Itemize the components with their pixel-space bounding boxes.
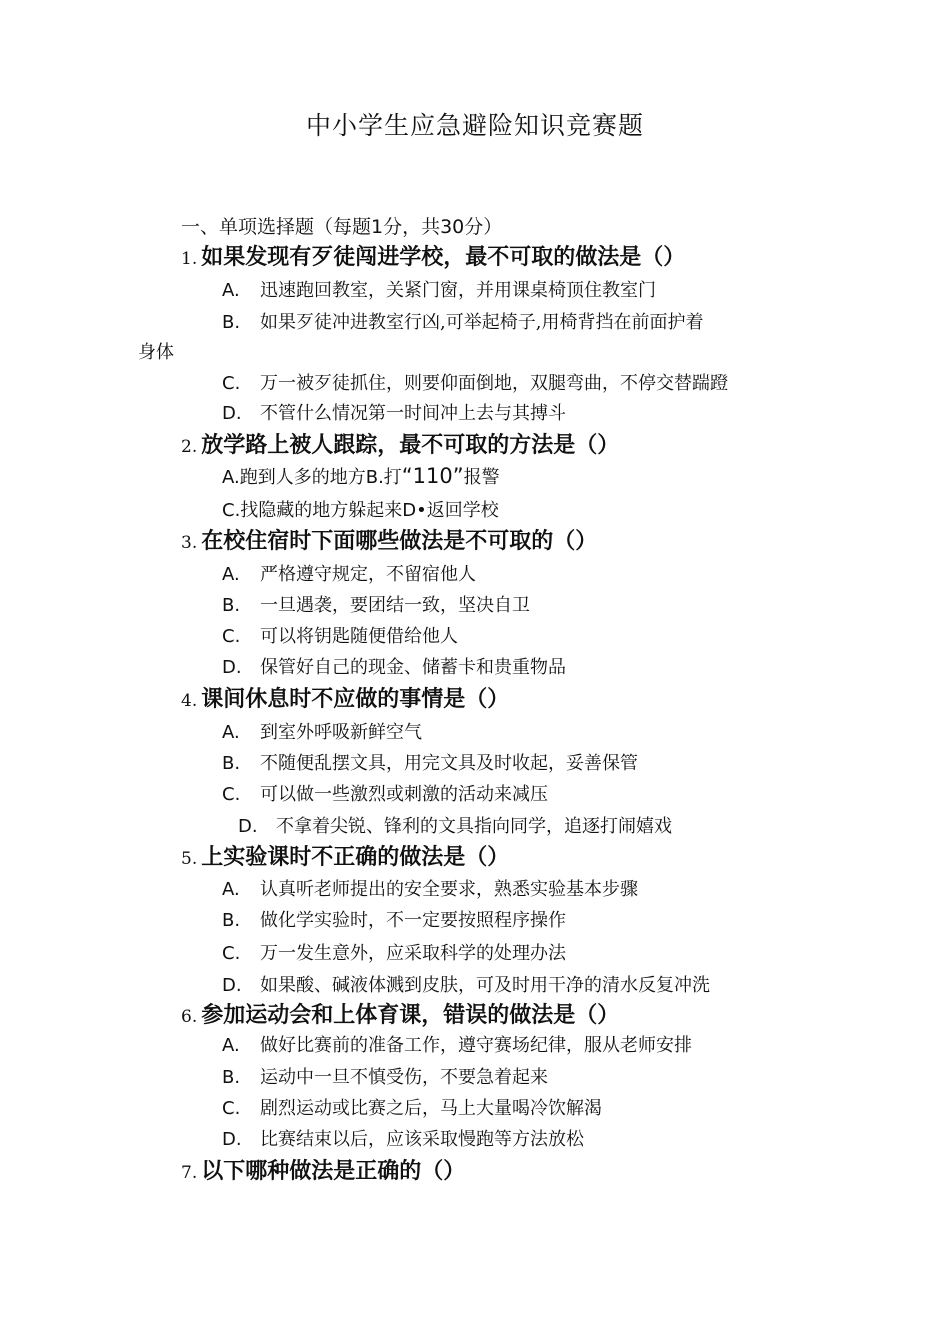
- options-2cd: C.找隐藏的地方躲起来D•返回学校: [222, 500, 499, 521]
- page-title: 中小学生应急避险知识竞赛题: [305, 111, 644, 140]
- section-heading: 一、单项选择题（每题1分，共30分）: [181, 216, 503, 238]
- question-number: 4.: [181, 691, 198, 711]
- option-3c: C. 可以将钥匙随便借给他人: [222, 626, 458, 647]
- question-number: 5.: [181, 849, 198, 869]
- question-3: [181, 524, 597, 555]
- question-5: [181, 840, 509, 871]
- option-4d: D. 不拿着尖锐、锋利的文具指向同学，追逐打闹嬉戏: [238, 816, 672, 837]
- option-1a: A. 迅速跑回教室，关紧门窗，并用课桌椅顶住教室门: [222, 280, 656, 301]
- option-6a: A. 做好比赛前的准备工作，遵守赛场纪律，服从老师安排: [222, 1035, 692, 1056]
- question-text: 放学路上被人跟踪，最不可取的方法是（）: [201, 433, 620, 458]
- question-text: 课间休息时不应做的事情是（）: [201, 687, 510, 712]
- option-6b: B. 运动中一旦不慎受伤，不要急着起来: [222, 1067, 548, 1088]
- question-text: 上实验课时不正确的做法是（）: [201, 845, 510, 870]
- option-4b: B. 不随便乱摆文具，用完文具及时收起，妥善保管: [222, 753, 638, 774]
- option-3b: B. 一旦遇袭，要团结一致，坚决自卫: [222, 595, 530, 616]
- question-number: 7.: [181, 1163, 198, 1183]
- question-number: 6.: [181, 1007, 198, 1027]
- option-4c: C. 可以做一些激烈或刺激的活动来减压: [222, 784, 548, 805]
- option-6c: C. 剧烈运动或比赛之后，马上大量喝冷饮解渴: [222, 1098, 602, 1119]
- question-4: [181, 682, 509, 713]
- option-5c: C. 万一发生意外，应采取科学的处理办法: [222, 943, 566, 964]
- question-1: [181, 240, 685, 271]
- question-7: [181, 1154, 465, 1185]
- option-5a: A. 认真听老师提出的安全要求，熟悉实验基本步骤: [222, 879, 638, 900]
- option-3a: A. 严格遵守规定，不留宿他人: [222, 564, 476, 585]
- option-1c: C. 万一被歹徒抓住，则要仰面倒地，双腿弯曲，不停交替踹蹬: [222, 373, 728, 394]
- question-text: 以下哪种做法是正确的（）: [201, 1159, 466, 1184]
- option-3d: D. 保管好自己的现金、储蓄卡和贵重物品: [222, 657, 566, 678]
- question-6: [181, 998, 619, 1029]
- question-number: 1.: [181, 249, 198, 269]
- question-2: [181, 428, 619, 459]
- question-text: 在校住宿时下面哪些做法是不可取的（）: [201, 529, 598, 554]
- option-6d: D. 比赛结束以后，应该采取慢跑等方法放松: [222, 1129, 584, 1150]
- option-5b: B. 做化学实验时，不一定要按照程序操作: [222, 910, 566, 931]
- options-2ab: A.跑到人多的地方B.打“110”报警: [222, 464, 500, 488]
- option-5d: D. 如果酸、碱液体溅到皮肤，可及时用干净的清水反复冲洗: [222, 975, 710, 996]
- option-1b: B. 如果歹徒冲进教室行凶,可举起椅子,用椅背挡在前面护着: [222, 312, 704, 333]
- question-text: 参加运动会和上体育课，错误的做法是（）: [201, 1003, 620, 1028]
- option-4a: A. 到室外呼吸新鲜空气: [222, 722, 422, 743]
- question-text: 如果发现有歹徒闯进学校，最不可取的做法是（）: [201, 245, 686, 270]
- option-1b-continued: 身体: [138, 342, 174, 363]
- option-1d: D. 不管什么情况第一时间冲上去与其搏斗: [222, 403, 566, 424]
- question-number: 3.: [181, 533, 198, 553]
- question-number: 2.: [181, 437, 198, 457]
